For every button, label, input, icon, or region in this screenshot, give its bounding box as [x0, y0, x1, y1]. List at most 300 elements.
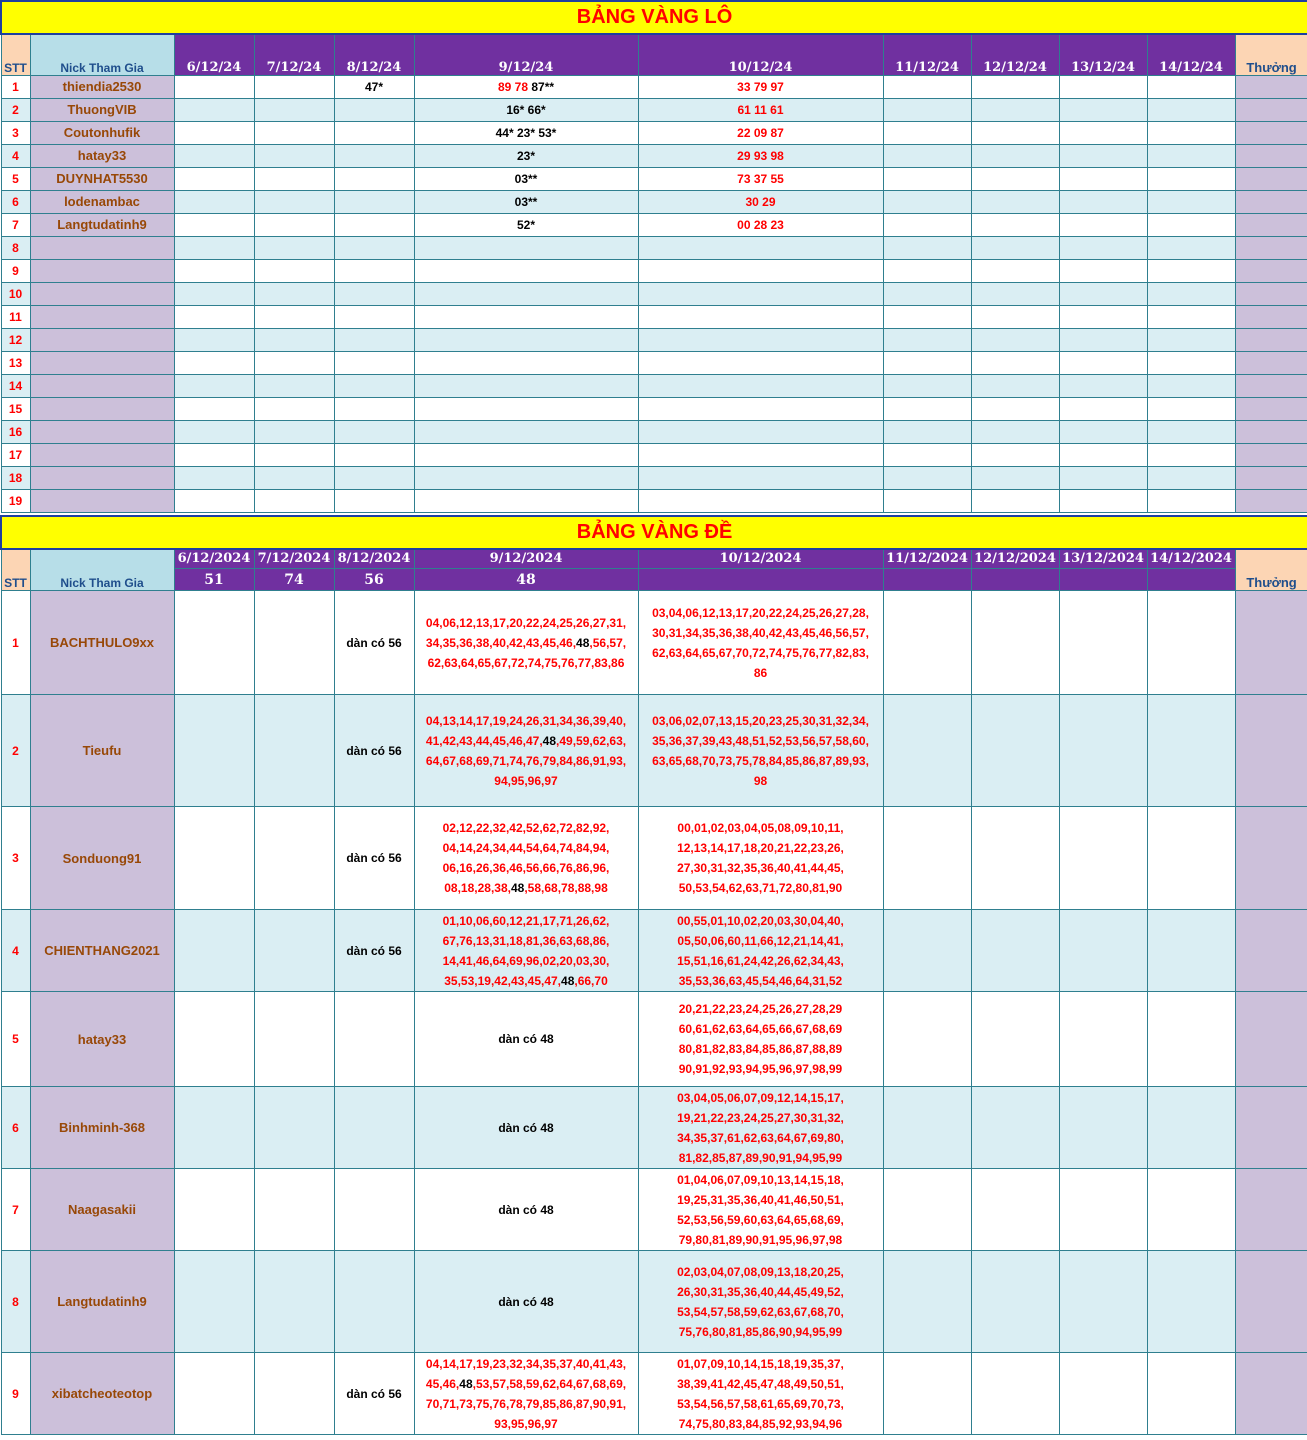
cell-7-12 [254, 910, 334, 992]
cell-6-12 [174, 1251, 254, 1353]
cell-8-12: dàn có 56 [334, 591, 414, 695]
number-segment: 02,12,22,32,42,52,62,72,82,92, [442, 821, 610, 835]
cell-empty [971, 992, 1059, 1087]
pick-black: 44* 23* 53* [495, 125, 557, 140]
cell-7-12 [254, 305, 334, 328]
number-line: 74,75,80,83,84,85,92,93,94,96 [678, 1416, 843, 1431]
nick-name: Langtudatinh9 [30, 213, 174, 236]
number-line: 38,39,41,42,45,47,48,49,50,51, [677, 1376, 844, 1391]
number-line: 90,91,92,93,94,95,96,97,98,99 [678, 1062, 843, 1076]
row-number: 5 [1, 167, 30, 190]
number-line [415, 711, 638, 731]
cell-8-12 [334, 420, 414, 443]
cell-7-12 [254, 144, 334, 167]
cell-empty [883, 351, 971, 374]
number-line: 81,82,85,87,89,90,91,94,95,99 [678, 1150, 843, 1165]
cell-empty [1147, 466, 1235, 489]
prize-cell [1235, 1087, 1307, 1169]
cell-empty [1147, 374, 1235, 397]
cell-empty [1147, 1353, 1235, 1435]
row-number: 12 [1, 328, 30, 351]
cell-9-12 [414, 236, 638, 259]
cell-7-12 [254, 1087, 334, 1169]
number-line: 00,55,01,10,02,20,03,30,04,40, [677, 913, 844, 928]
cell-6-12 [174, 466, 254, 489]
cell-empty [883, 695, 971, 807]
cell-empty [1147, 282, 1235, 305]
cell-empty [971, 121, 1059, 144]
cell-7-12 [254, 98, 334, 121]
prize-cell [1235, 351, 1307, 374]
dan-note: dàn có 48 [498, 1032, 554, 1046]
cell-8-12 [334, 328, 414, 351]
cell-9-12 [414, 213, 638, 236]
table-row [1, 695, 1307, 807]
cell-6-12 [174, 910, 254, 992]
cell-6-12 [174, 1169, 254, 1251]
cell-empty [971, 807, 1059, 910]
number-segment: 62,63,64,65,67,72,74,75,76,77,83,86 [427, 655, 625, 670]
cell-6-12 [174, 75, 254, 98]
prize-cell [1235, 213, 1307, 236]
cell-empty [1059, 489, 1147, 512]
table-row [1, 282, 1307, 305]
table-row [1, 992, 1307, 1087]
date-header: 9/12/2024 [414, 549, 638, 569]
number-segment: 01,10,06,60,12,21,17,71,26,62, [442, 913, 610, 928]
number-line [415, 951, 638, 971]
result-number [971, 569, 1059, 591]
row-number: 1 [1, 75, 30, 98]
number-line: 75,76,80,81,85,86,90,94,95,99 [678, 1324, 843, 1339]
number-line: 98 [753, 773, 768, 788]
number-line: 35,53,36,63,45,54,46,64,31,52 [678, 973, 843, 988]
cell-empty [971, 1353, 1059, 1435]
cell-empty [883, 98, 971, 121]
prize-cell [1235, 910, 1307, 992]
cell-6-12 [174, 807, 254, 910]
cell-10-12 [638, 282, 883, 305]
nick-name [30, 328, 174, 351]
number-segment: ,56,57, [589, 635, 627, 650]
cell-7-12 [254, 259, 334, 282]
cell-8-12 [334, 443, 414, 466]
prize-cell [1235, 259, 1307, 282]
nick-name [30, 374, 174, 397]
cell-empty [883, 910, 971, 992]
cell-7-12 [254, 190, 334, 213]
prize-cell [1235, 121, 1307, 144]
prize-cell [1235, 489, 1307, 512]
cell-empty [1147, 591, 1235, 695]
row-number: 7 [1, 213, 30, 236]
row-number: 9 [1, 1353, 30, 1435]
prize-cell [1235, 443, 1307, 466]
number-line: 02,03,04,07,08,09,13,18,20,25, [677, 1264, 844, 1279]
cell-empty [971, 466, 1059, 489]
number-segment: 45,46, [425, 1376, 460, 1391]
table-row [1, 443, 1307, 466]
nick-name [30, 443, 174, 466]
number-line [415, 838, 638, 858]
cell-10-12 [638, 466, 883, 489]
number-line: 86 [753, 665, 768, 680]
cell-8-12: 47* [334, 75, 414, 98]
cell-8-12 [334, 190, 414, 213]
number-line: 20,21,22,23,24,25,26,27,28,29 [678, 1002, 843, 1016]
nick-name [30, 259, 174, 282]
table-row [1, 397, 1307, 420]
prize-cell [1235, 695, 1307, 807]
cell-7-12 [254, 1251, 334, 1353]
cell-empty [1147, 144, 1235, 167]
cell-empty [971, 397, 1059, 420]
prize-cell [1235, 75, 1307, 98]
cell-empty [1059, 420, 1147, 443]
cell-9-12 [414, 807, 638, 910]
cell-empty [1059, 190, 1147, 213]
nick-name: Naagasakii [30, 1169, 174, 1251]
cell-7-12 [254, 443, 334, 466]
winning-number: 48 [459, 1376, 473, 1391]
cell-empty [971, 328, 1059, 351]
date-header: 8/12/24 [334, 34, 414, 75]
number-segment: 04,14,17,19,23,32,34,35,37,40,41,43, [425, 1356, 627, 1371]
cell-7-12 [254, 213, 334, 236]
cell-empty [1059, 1087, 1147, 1169]
cell-9-12 [414, 466, 638, 489]
prize-header: Thưởng [1235, 34, 1307, 75]
cell-empty [971, 1087, 1059, 1169]
prize-cell [1235, 328, 1307, 351]
cell-empty [1059, 75, 1147, 98]
cell-empty [1059, 167, 1147, 190]
table-row [1, 489, 1307, 512]
cell-8-12 [334, 351, 414, 374]
cell-10-12 [638, 420, 883, 443]
cell-10-12 [638, 591, 883, 695]
cell-empty [971, 98, 1059, 121]
cell-9-12 [414, 144, 638, 167]
cell-8-12 [334, 144, 414, 167]
cell-9-12 [414, 1353, 638, 1435]
cell-10-12 [638, 397, 883, 420]
table-row [1, 1353, 1307, 1435]
row-number: 7 [1, 1169, 30, 1251]
date-header: 13/12/24 [1059, 34, 1147, 75]
cell-6-12 [174, 236, 254, 259]
result-number: 48 [414, 569, 638, 591]
number-line [415, 931, 638, 951]
cell-empty [1147, 443, 1235, 466]
number-line: 50,53,54,62,63,71,72,80,81,90 [678, 881, 843, 895]
date-header: 13/12/2024 [1059, 549, 1147, 569]
row-number: 18 [1, 466, 30, 489]
number-line [415, 878, 638, 898]
number-line: 30,31,34,35,36,38,40,42,43,45,46,56,57, [652, 625, 869, 640]
number-line [415, 1414, 638, 1434]
cell-empty [971, 591, 1059, 695]
cell-empty [1147, 75, 1235, 98]
cell-8-12: dàn có 56 [334, 807, 414, 910]
row-number: 19 [1, 489, 30, 512]
number-line [415, 633, 638, 653]
number-line [415, 971, 638, 991]
cell-empty [1059, 259, 1147, 282]
number-line [415, 731, 638, 751]
cell-empty [971, 144, 1059, 167]
cell-empty [1147, 489, 1235, 512]
date-header: 10/12/24 [638, 34, 883, 75]
pick-black: 23* [516, 148, 536, 163]
cell-9-12 [414, 305, 638, 328]
cell-empty [1147, 259, 1235, 282]
cell-6-12 [174, 282, 254, 305]
cell-empty [883, 121, 971, 144]
pick-black: 16* 66* [506, 102, 546, 117]
number-line: 52,53,56,59,60,63,64,65,68,69, [677, 1212, 844, 1227]
nick-name: Binhminh-368 [30, 1087, 174, 1169]
number-segment: 70,71,73,75,76,78,79,85,86,87,90,91, [425, 1396, 627, 1411]
cell-empty [1059, 591, 1147, 695]
table-row [1, 351, 1307, 374]
number-segment: 67,76,13,31,18,81,36,63,68,86, [442, 933, 610, 948]
cell-10-12: 30 29 [638, 190, 883, 213]
cell-8-12 [334, 213, 414, 236]
date-header: 11/12/2024 [883, 549, 971, 569]
cell-empty [971, 282, 1059, 305]
table-row [1, 213, 1307, 236]
prize-header: Thưởng [1235, 549, 1307, 591]
row-number: 11 [1, 305, 30, 328]
number-segment: ,53,57,58,59,62,64,67,68,69, [472, 1376, 627, 1391]
number-line: 03,06,02,07,13,15,20,23,25,30,31,32,34, [652, 713, 869, 728]
table-row [1, 807, 1307, 910]
cell-6-12 [174, 213, 254, 236]
table-row [1, 420, 1307, 443]
cell-6-12 [174, 328, 254, 351]
cell-6-12 [174, 591, 254, 695]
cell-10-12: 33 79 97 [638, 75, 883, 98]
cell-empty [1059, 351, 1147, 374]
cell-empty [1147, 992, 1235, 1087]
number-line: 19,25,31,35,36,40,41,46,50,51, [677, 1192, 844, 1207]
table-row [1, 305, 1307, 328]
number-line: 12,13,14,17,18,20,21,22,23,26, [677, 841, 844, 855]
table-row [1, 75, 1307, 98]
cell-10-12: 22 09 87 [638, 121, 883, 144]
cell-8-12 [334, 167, 414, 190]
row-number: 3 [1, 121, 30, 144]
cell-empty [883, 328, 971, 351]
cell-empty [883, 591, 971, 695]
cell-10-12 [638, 1087, 883, 1169]
nick-name [30, 351, 174, 374]
cell-10-12 [638, 328, 883, 351]
cell-empty [1147, 213, 1235, 236]
cell-6-12 [174, 121, 254, 144]
cell-7-12 [254, 236, 334, 259]
number-segment: 94,95,96,97 [494, 773, 558, 788]
cell-7-12 [254, 591, 334, 695]
cell-9-12 [414, 591, 638, 695]
number-segment: 04,06,12,13,17,20,22,24,25,26,27,31, [425, 615, 627, 630]
cell-8-12 [334, 98, 414, 121]
prize-cell [1235, 282, 1307, 305]
cell-empty [971, 695, 1059, 807]
cell-6-12 [174, 167, 254, 190]
cell-empty [1059, 466, 1147, 489]
cell-6-12 [174, 259, 254, 282]
cell-8-12: dàn có 56 [334, 910, 414, 992]
cell-empty [971, 910, 1059, 992]
prize-cell [1235, 992, 1307, 1087]
number-line: 34,35,37,61,62,63,64,67,69,80, [677, 1130, 844, 1145]
de-table [0, 515, 1307, 1436]
number-segment: 04,13,14,17,19,24,26,31,34,36,39,40, [425, 713, 627, 728]
cell-empty [1147, 305, 1235, 328]
table-row [1, 190, 1307, 213]
cell-7-12 [254, 807, 334, 910]
number-line [415, 1394, 638, 1414]
table-row [1, 259, 1307, 282]
row-number: 1 [1, 591, 30, 695]
date-header: 14/12/2024 [1147, 549, 1235, 569]
prize-cell [1235, 305, 1307, 328]
number-segment: 04,14,24,34,44,54,64,74,84,94, [442, 841, 610, 855]
cell-9-12 [414, 1251, 638, 1353]
row-number: 17 [1, 443, 30, 466]
cell-9-12 [414, 190, 638, 213]
prize-cell [1235, 1169, 1307, 1251]
number-line: 03,04,06,12,13,17,20,22,24,25,26,27,28, [652, 605, 869, 620]
nick-header: Nick Tham Gia [30, 549, 174, 591]
prize-cell [1235, 190, 1307, 213]
cell-8-12 [334, 489, 414, 512]
cell-empty [971, 374, 1059, 397]
cell-8-12 [334, 236, 414, 259]
lo-table [0, 0, 1307, 513]
cell-8-12 [334, 282, 414, 305]
nick-name: xibatcheoteotop [30, 1353, 174, 1435]
nick-name: lodenambac [30, 190, 174, 213]
cell-empty [883, 466, 971, 489]
table-row [1, 144, 1307, 167]
prize-cell [1235, 144, 1307, 167]
nick-name: ThuongVIB [30, 98, 174, 121]
date-header: 12/12/24 [971, 34, 1059, 75]
row-number: 4 [1, 910, 30, 992]
cell-9-12 [414, 282, 638, 305]
cell-9-12 [414, 167, 638, 190]
cell-6-12 [174, 992, 254, 1087]
cell-empty [1059, 98, 1147, 121]
cell-7-12 [254, 397, 334, 420]
date-header: 8/12/2024 [334, 549, 414, 569]
number-line: 05,50,06,60,11,66,12,21,14,41, [677, 933, 844, 948]
cell-8-12 [334, 1251, 414, 1353]
cell-7-12 [254, 695, 334, 807]
number-line: 53,54,57,58,59,62,63,67,68,70, [677, 1304, 844, 1319]
cell-6-12 [174, 489, 254, 512]
cell-empty [1147, 420, 1235, 443]
table-row [1, 1251, 1307, 1353]
date-header: 12/12/2024 [971, 549, 1059, 569]
cell-empty [1147, 807, 1235, 910]
nick-name: DUYNHAT5530 [30, 167, 174, 190]
cell-7-12 [254, 374, 334, 397]
winning-number: 48 [576, 635, 590, 650]
cell-empty [883, 992, 971, 1087]
cell-10-12 [638, 1169, 883, 1251]
cell-empty [971, 236, 1059, 259]
table-row [1, 466, 1307, 489]
cell-10-12 [638, 351, 883, 374]
cell-8-12 [334, 397, 414, 420]
row-number: 10 [1, 282, 30, 305]
number-line: 79,80,81,89,90,91,95,96,97,98 [678, 1232, 843, 1247]
cell-empty [883, 144, 971, 167]
cell-empty [883, 75, 971, 98]
cell-10-12 [638, 695, 883, 807]
cell-6-12 [174, 443, 254, 466]
stt-header: STT [1, 549, 30, 591]
cell-9-12 [414, 420, 638, 443]
result-number: 56 [334, 569, 414, 591]
cell-empty [1147, 910, 1235, 992]
cell-7-12 [254, 351, 334, 374]
cell-empty [971, 489, 1059, 512]
number-line: 35,36,37,39,43,48,51,52,53,56,57,58,60, [652, 733, 869, 748]
cell-empty [1059, 374, 1147, 397]
row-number: 15 [1, 397, 30, 420]
number-line: 01,07,09,10,14,15,18,19,35,37, [677, 1356, 844, 1371]
number-line: 27,30,31,32,35,36,40,41,44,45, [677, 861, 844, 875]
table-row [1, 591, 1307, 695]
cell-empty [1059, 807, 1147, 910]
number-segment: 35,53,19,42,43,45,47, [444, 973, 562, 988]
cell-empty [1147, 1087, 1235, 1169]
cell-8-12 [334, 992, 414, 1087]
pick-black: 52* [516, 217, 536, 232]
cell-8-12 [334, 121, 414, 144]
cell-9-12 [414, 1087, 638, 1169]
cell-empty [971, 443, 1059, 466]
nick-header: Nick Tham Gia [30, 34, 174, 75]
cell-10-12 [638, 236, 883, 259]
result-number: 51 [174, 569, 254, 591]
cell-10-12: 00 28 23 [638, 213, 883, 236]
lo-title: BẢNG VÀNG LÔ [1, 1, 1307, 34]
row-number: 16 [1, 420, 30, 443]
cell-10-12 [638, 259, 883, 282]
cell-8-12 [334, 466, 414, 489]
cell-empty [1059, 121, 1147, 144]
row-number: 5 [1, 992, 30, 1087]
cell-empty [883, 397, 971, 420]
cell-empty [1147, 190, 1235, 213]
nick-name [30, 397, 174, 420]
number-segment: 93,95,96,97 [494, 1416, 558, 1431]
cell-9-12 [414, 992, 638, 1087]
pick-black: 03** [514, 194, 538, 209]
cell-empty [883, 1353, 971, 1435]
cell-empty [1059, 397, 1147, 420]
prize-cell [1235, 98, 1307, 121]
number-segment: 34,35,36,38,40,42,43,45,46, [425, 635, 577, 650]
cell-8-12: dàn có 56 [334, 1353, 414, 1435]
nick-name: hatay33 [30, 992, 174, 1087]
